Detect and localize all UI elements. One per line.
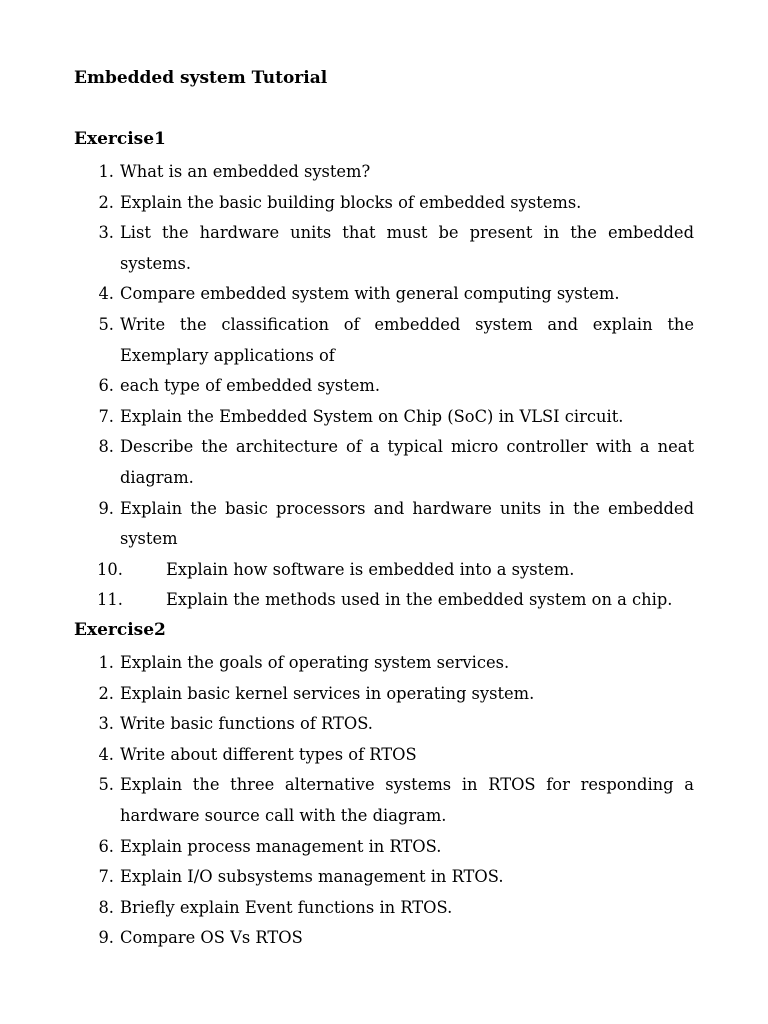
list-item-number: 6. (98, 836, 114, 856)
list-item-text: Write the classification of embedded system and explain the Exemplary applications of (120, 314, 694, 365)
list-item-number: 6. (98, 376, 114, 396)
exercise1-question-list (0, 157, 768, 616)
list-item (0, 402, 768, 433)
list-item-number: 8. (98, 437, 114, 457)
list-item-text: List the hardware units that must be present in the embedded systems. (120, 223, 694, 273)
list-item-text: Compare OS Vs RTOS (120, 928, 303, 948)
list-item-number: 4. (98, 284, 114, 304)
section-heading-exercise1: Exercise1 (74, 129, 166, 149)
list-item (0, 862, 768, 893)
list-item-text: Compare embedded system with general computing system. (120, 284, 620, 304)
list-item-text: each type of embedded system. (120, 376, 381, 396)
list-item-text: Explain the basic processors and hardware units in the embedded system (120, 498, 694, 549)
list-item (0, 740, 768, 771)
list-item (0, 432, 768, 493)
list-item-number: 2. (98, 683, 114, 703)
list-item (0, 218, 768, 279)
list-item-number: 9. (98, 928, 114, 948)
list-item-text: Explain basic kernel services in operating system. (120, 683, 535, 703)
list-item (0, 648, 768, 679)
list-item-number: 3. (98, 223, 114, 243)
list-item-text: What is an embedded system? (120, 162, 371, 181)
document-title: Embedded system Tutorial (74, 68, 328, 88)
list-item-number: 5. (98, 314, 114, 334)
list-item (0, 494, 768, 555)
list-item (0, 555, 768, 586)
list-item-text: Explain the basic building blocks of embedded systems. (120, 192, 582, 212)
list-item (0, 893, 768, 924)
list-item (0, 679, 768, 710)
list-item (0, 279, 768, 310)
list-item-text: Explain the methods used in the embedded system on a chip. (166, 590, 673, 610)
list-item-text: Explain how software is embedded into a system. (166, 559, 575, 579)
list-item-number: 10. (97, 559, 123, 579)
exercise2-question-list (0, 648, 768, 954)
list-item (0, 310, 768, 371)
list-item-number: 11. (97, 590, 123, 610)
list-item (0, 371, 768, 402)
list-item-number: 1. (98, 653, 114, 672)
list-item-text: Explain I/O subsystems management in RTOS. (120, 867, 504, 887)
list-item-number: 4. (98, 744, 114, 764)
list-item (0, 585, 768, 616)
list-item-number: 1. (98, 162, 114, 181)
list-item-text: Briefly explain Event functions in RTOS. (120, 897, 453, 917)
list-item-text: Write about different types of RTOS (120, 744, 417, 764)
list-item-number: 3. (98, 714, 114, 734)
list-item-text: Describe the architecture of a typical micro controller with a neat diagram. (120, 437, 694, 487)
list-item-text: Explain process management in RTOS. (120, 836, 442, 856)
list-item-number: 2. (98, 192, 114, 212)
list-item (0, 188, 768, 219)
list-item (0, 709, 768, 740)
list-item (0, 832, 768, 863)
list-item-number: 9. (98, 498, 114, 518)
list-item-text: Write basic functions of RTOS. (120, 714, 373, 734)
list-item (0, 770, 768, 831)
list-item-number: 5. (98, 775, 114, 795)
list-item-number: 8. (98, 897, 114, 917)
list-item-text: Explain the three alternative systems in RTOS for responding a hardware source call with the diagram. (120, 775, 694, 825)
list-item (0, 923, 768, 954)
list-item-text: Explain the goals of operating system services. (120, 653, 510, 672)
list-item (0, 157, 768, 188)
section-heading-exercise2: Exercise2 (74, 620, 166, 640)
list-item-number: 7. (98, 867, 114, 887)
list-item-number: 7. (98, 406, 114, 426)
list-item-text: Explain the Embedded System on Chip (SoC) in VLSI circuit. (120, 406, 624, 426)
